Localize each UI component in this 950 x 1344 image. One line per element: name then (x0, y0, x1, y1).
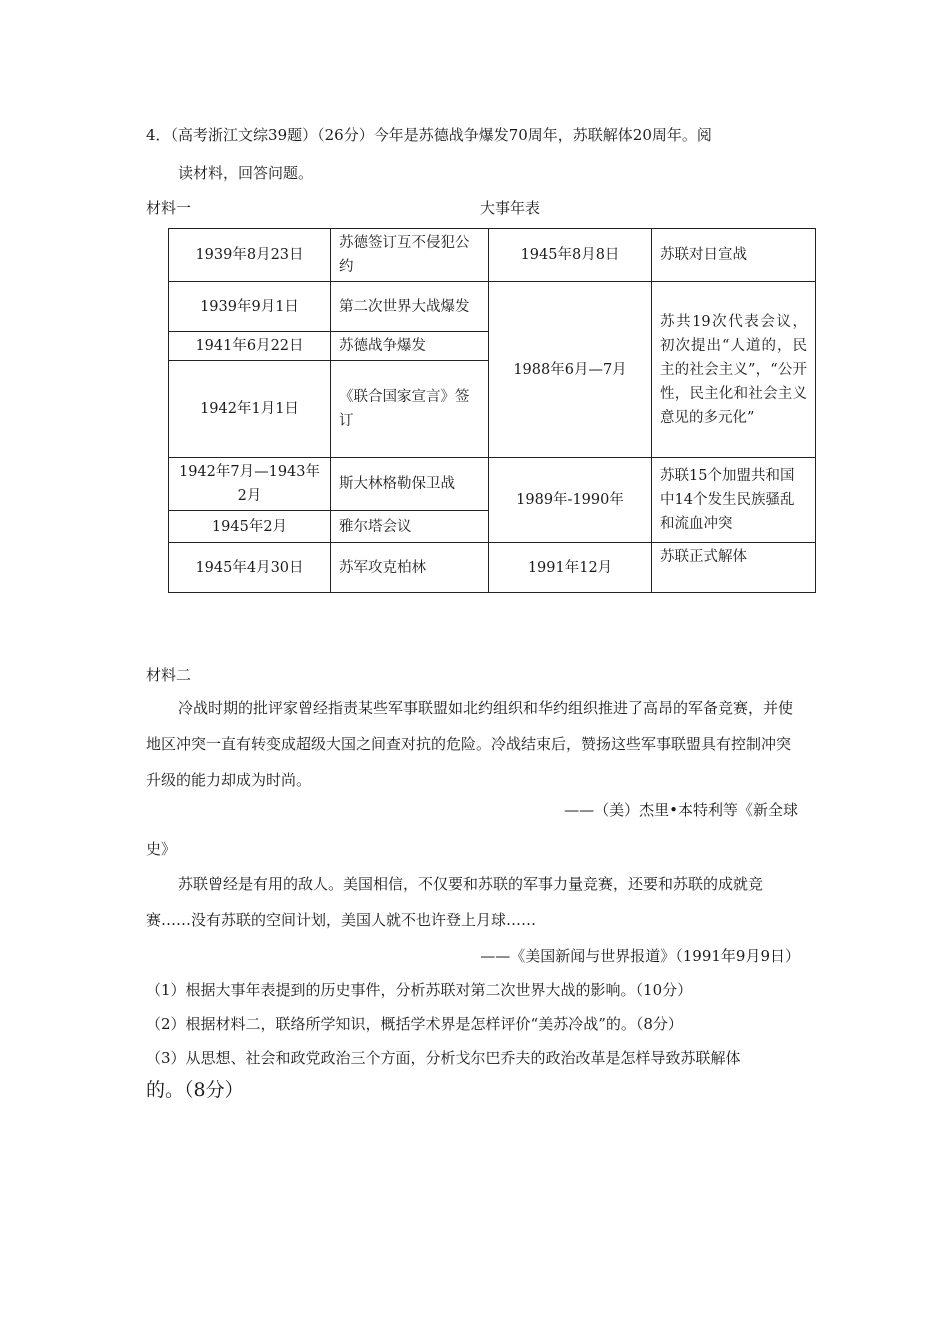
question-intro-line2: 读材料，回答问题。 (178, 164, 314, 182)
source-citation-2: ——《美国新闻与世界报道》（1991年9月9日） (480, 947, 800, 965)
sub-question-3: （3）从思想、社会和政党政治三个方面，分析戈尔巴乔夫的政治改革是怎样导致苏联解体 (146, 1049, 741, 1067)
event-date: 1939年8月23日 (169, 229, 331, 282)
source-citation-1-cont: 史》 (146, 840, 177, 858)
event-date: 1941年6月22日 (169, 332, 331, 361)
table-row (169, 543, 816, 593)
event-date: 1991年12月 (489, 543, 652, 593)
event-date: 1942年7月—1943年2月 (169, 458, 331, 511)
event-desc: 苏联对日宣战 (652, 229, 816, 282)
question-intro-line1: 4．（高考浙江文综39题）（26分）今年是苏德战争爆发70周年，苏联解体20周年。阅 (146, 126, 712, 144)
event-desc: 苏共19次代表会议，初次提出“人道的，民主的社会主义”，“公开性，民主化和社会主义意见的多元化” (652, 282, 816, 458)
material1-label: 材料一 (146, 199, 192, 217)
event-date: 1945年4月30日 (169, 543, 331, 593)
event-desc: 《联合国家宣言》签订 (331, 361, 489, 458)
event-desc: 雅尔塔会议 (331, 511, 489, 543)
event-date: 1945年8月8日 (489, 229, 652, 282)
source-citation-1: ——（美）杰里•本特利等《新全球 (564, 801, 798, 819)
event-date: 1939年9月1日 (169, 282, 331, 332)
sub-question-1: （1）根据大事年表提到的历史事件，分析苏联对第二次世界大战的影响。（10分） (146, 981, 693, 999)
event-date: 1988年6月—7月 (489, 282, 652, 458)
event-desc: 苏德战争爆发 (331, 332, 489, 361)
table-row (169, 282, 816, 332)
event-desc: 苏联15个加盟共和国中14个发生民族骚乱和流血冲突 (652, 458, 816, 543)
event-date: 1942年1月1日 (169, 361, 331, 458)
material2-paragraph-1: 冷战时期的批评家曾经指责某些军事联盟如北约组织和华约组织推进了高昂的军备竞赛，并使地区冲突一直有转变成超级大国之间查对抗的危险。冷战结束后，赞扬这些军事联盟具有控制冲突升级的能力却成为时尚。 (146, 699, 794, 789)
sub-question-3-cont: 的。（8分） (146, 1079, 244, 1101)
material2-paragraph-2: 苏联曾经是有用的敌人。美国相信，不仅要和苏联的军事力量竞赛，还要和苏联的成就竞赛……没有苏联的空间计划，美国人就不也许登上月球…… (146, 875, 764, 929)
event-desc: 斯大林格勒保卫战 (331, 458, 489, 511)
table-row (169, 458, 816, 511)
event-date: 1989年-1990年 (489, 458, 652, 543)
event-desc: 苏军攻克柏林 (331, 543, 489, 593)
table-title: 大事年表 (480, 199, 541, 217)
event-date: 1945年2月 (169, 511, 331, 543)
event-desc: 苏联正式解体 (652, 543, 816, 593)
table-row (169, 229, 816, 282)
material2-label: 材料二 (146, 666, 192, 684)
events-table (168, 228, 816, 593)
event-desc: 第二次世界大战爆发 (331, 282, 489, 332)
event-desc: 苏德签订互不侵犯公约 (331, 229, 489, 282)
sub-question-2: （2）根据材料二，联络所学知识，概括学术界是怎样评价“美苏冷战”的。（8分） (146, 1015, 683, 1033)
